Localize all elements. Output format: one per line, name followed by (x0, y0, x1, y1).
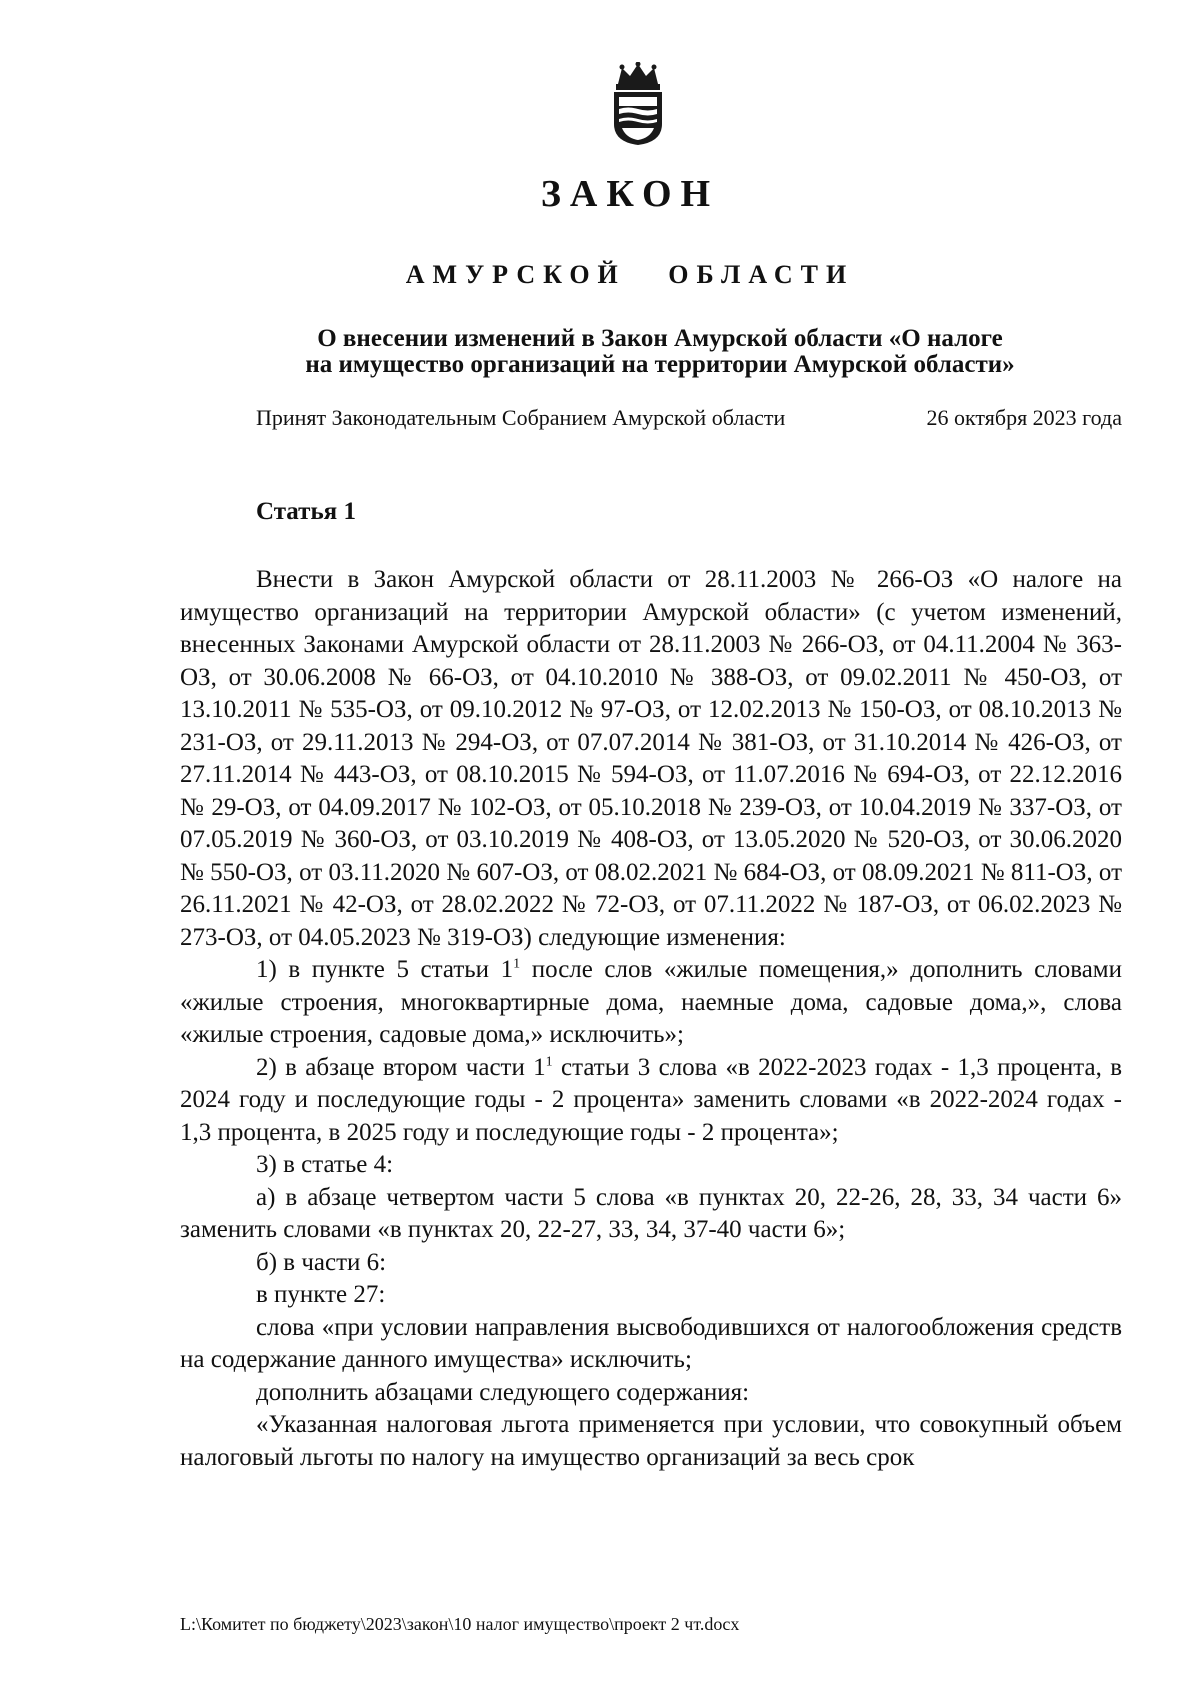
subject-line-1: О внесении изменений в Закон Амурской области «О налоге (317, 325, 1003, 352)
amendment-item-3b: б) в части 6: (256, 1248, 387, 1276)
region-word-2: ОБЛАСТИ (668, 260, 855, 289)
article-intro: Внести в Закон Амурской области от 28.11.2003 № 266-ОЗ «О налоге на имущество организаций на территории Амурской области» (с учетом изменений, внесенных Законами Амурской области от 28.11.2003 № 266-ОЗ, от 04.11.2004 № 363-ОЗ, от 30.06.2008 № 66-ОЗ, от 04.10.2010 № 388-ОЗ, от 09.02.2011 № 450-ОЗ, от 13.10.2011 № 535-ОЗ, от 09.10.2012 № 97-ОЗ, от 12.02.2013 № 150-ОЗ, от 08.10.2013 № 231-ОЗ, от 29.11.2013 № 294-ОЗ, от 07.07.2014 № 381-ОЗ, от 31.10.2014 № 426-ОЗ, от 27.11.2014 № 443-ОЗ, от 08.10.2015 № 594-ОЗ, от 11.07.2016 № 694-ОЗ, от 22.12.2016 № 29-ОЗ, от 04.09.2017 № 102-ОЗ, от 05.10.2018 № 239-ОЗ, от 10.04.2019 № 337-ОЗ, от 07.05.2019 № 360-ОЗ, от 03.10.2019 № 408-ОЗ, от 13.05.2020 № 520-ОЗ, от 30.06.2020 № 550-ОЗ, от 03.11.2020 № 607-ОЗ, от 08.02.2021 № 684-ОЗ, от 08.09.2021 № 811-ОЗ, от 26.11.2021 № 42-ОЗ, от 28.02.2022 № 72-ОЗ, от 07.11.2022 № 187-ОЗ, от 06.02.2023 № 273-ОЗ, от 04.05.2023 № 319-ОЗ) следующие изменения: (180, 566, 1122, 951)
amendment-item-3b-add: дополнить абзацами следующего содержания: (256, 1378, 750, 1406)
subject-line-2: на имущество организаций на территории Амурской области» (305, 351, 1015, 378)
article-body (180, 564, 1122, 1474)
item-1-superscript: 1 (513, 956, 521, 972)
article-heading: Статья 1 (256, 498, 356, 525)
amendment-item-3b-words: слова «при условии направления высвободившихся от налогообложения средств на содержание данного имущества» исключить; (180, 1313, 1122, 1373)
amendment-item-3a: а) в абзаце четвертом части 5 слова «в пунктах 20, 22-26, 28, 33, 34 части 6» заменить словами «в пунктах 20, 22-27, 33, 34, 37-40 части 6»; (180, 1183, 1122, 1243)
item-2-text-a: 2) в абзаце втором части 1 (256, 1053, 546, 1081)
amendment-item-1 (180, 954, 1122, 1052)
amur-oblast-coat-of-arms-icon (610, 62, 666, 146)
adoption-line (256, 405, 1122, 431)
item-1-text-a: 1) в пункте 5 статьи 1 (256, 956, 514, 983)
adopted-by: Принят Законодательным Собранием Амурской области (256, 405, 786, 430)
region-word-1: АМУРСКОЙ (405, 260, 626, 289)
amendment-item-3b-quote: «Указанная налоговая льгота применяется при условии, что совокупный объем налоговый льготы по налогу на имущество организаций за весь срок (180, 1411, 1122, 1471)
region-title (0, 260, 1200, 290)
item-2-text-b: статьи 3 слова «в 2022-2023 годах - 1,3 процента, в 2024 году и последующие годы - 2 процента» заменить словами «в 2022-2024 годах - 1,3 процента, в 2025 году и последующие годы - 2 процента»; (180, 1053, 1122, 1146)
item-2-superscript: 1 (545, 1054, 553, 1070)
law-subject (180, 326, 1140, 378)
amendment-item-3b-point: в пункте 27: (256, 1281, 386, 1308)
item-1-text-b: после слов «жилые помещения,» дополнить словами «жилые строения, многоквартирные дома, наемные дома, садовые дома,», слова «жилые строения, садовые дома,» исключить»; (180, 956, 1122, 1048)
amendment-item-3: 3) в статье 4: (256, 1151, 394, 1178)
adopted-date: 26 октября 2023 года (926, 405, 1122, 430)
amendment-item-2 (180, 1052, 1122, 1150)
document-title: ЗАКОН (540, 173, 720, 215)
file-path-footer: L:\Комитет по бюджету\2023\закон\10 налог имущество\проект 2 чт.docx (180, 1614, 740, 1634)
